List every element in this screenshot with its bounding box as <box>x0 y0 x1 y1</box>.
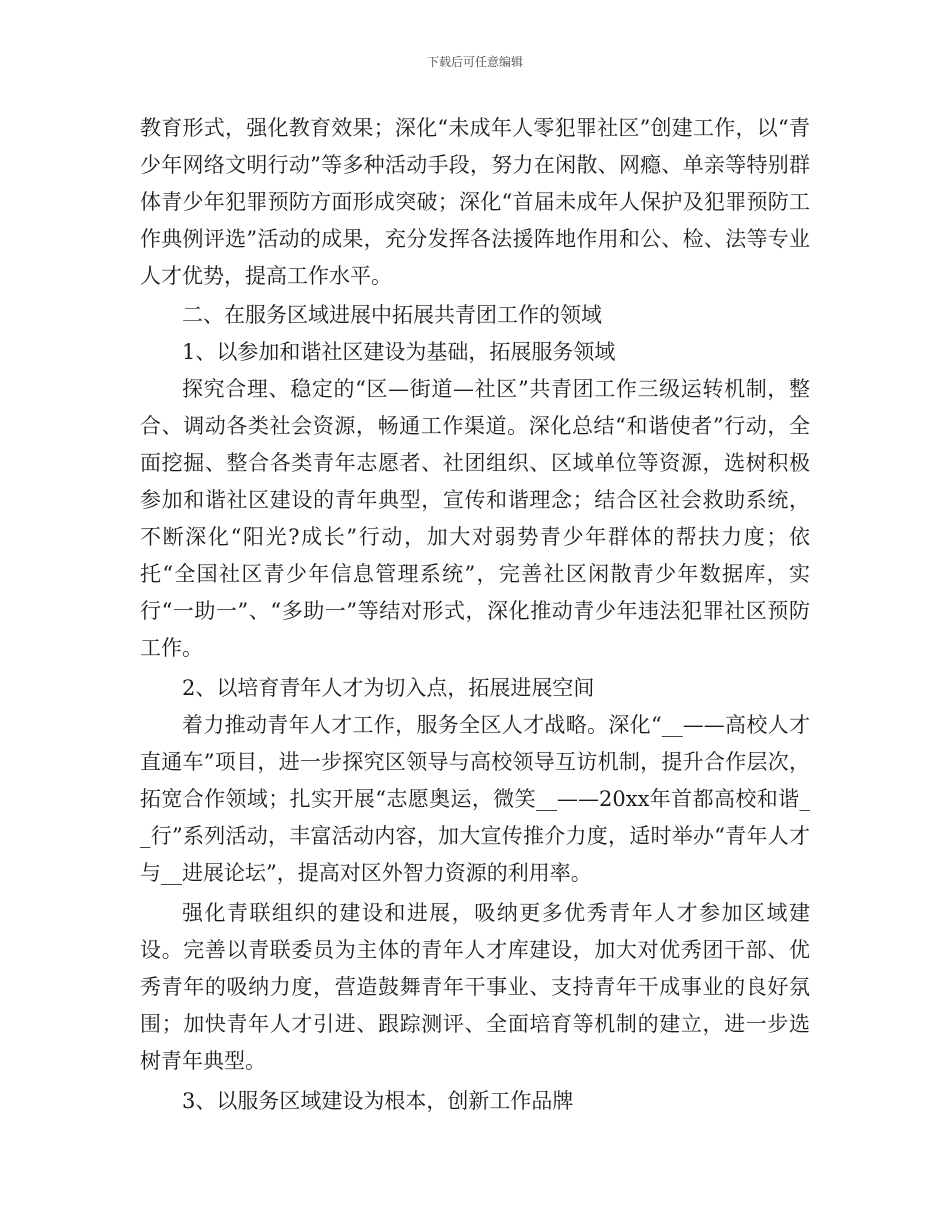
subheading-2-3: 3、以服务区域建设为根本，创新工作品牌 <box>182 1089 574 1113</box>
subheading-2-2: 2、以培育青年人才为切入点，拓展进展空间 <box>182 676 595 700</box>
paragraph-1: 教育形式，强化教育效果；深化“未成年人零犯罪社区”创建工作，以“青少年网络文明行动”等多种活动手段，努力在闲散、网瘾、单亲等特别群体青少年犯罪预防方面形成突破；深化“首届未成年人保护及犯罪预防工作典例评选”活动的成果，充分发挥各法援阵地作用和公、检、法等专业人才优势，提高工作水平。 <box>140 116 810 288</box>
subheading-2-1: 1、以参加和谐社区建设为基础，拓展服务领域 <box>182 340 616 364</box>
document-body <box>140 110 810 1120</box>
section-heading-2: 二、在服务区域进展中拓展共青团工作的领域 <box>182 303 602 327</box>
page-header: 下载后可任意编辑 <box>426 55 523 69</box>
paragraph-2-2-youth-federation: 强化青联组织的建设和进展，吸纳更多优秀青年人才参加区域建设。完善以青联委员为主体的青年人才库建设，加大对优秀团干部、优秀青年的吸纳力度，营造鼓舞青年干事业、支持青年干成事业的良好氛围；加快青年人才引进、跟踪测评、全面培育等机制的建立，进一步选树青年典型。 <box>140 901 810 1073</box>
paragraph-2-1-body: 探究合理、稳定的“区—街道—社区”共青团工作三级运转机制，整合、调动各类社会资源，畅通工作渠道。深化总结“和谐使者”行动，全面挖掘、整合各类青年志愿者、社团组织、区域单位等资源，选树积极参加和谐社区建设的青年典型，宣传和谐理念；结合区社会救助系统，不断深化“阳光?成长”行动，加大对弱势青少年群体的帮扶力度；依托“全国社区青少年信息管理系统”，完善社区闲散青少年数据库，实行“一助一”、“多助一”等结对形式，深化推动青少年违法犯罪社区预防工作。 <box>140 377 810 660</box>
paragraph-2-2-body: 着力推动青年人才工作，服务全区人才战略。深化“__——高校人才直通车”项目，进一步探究区领导与高校领导互访机制，提升合作层次，拓宽合作领域；扎实开展“志愿奥运，微笑__——20xx年首都高校和谐__行”系列活动，丰富活动内容，加大宣传推介力度，适时举办“青年人才与__进展论坛”，提高对区外智力资源的利用率。 <box>140 713 810 885</box>
